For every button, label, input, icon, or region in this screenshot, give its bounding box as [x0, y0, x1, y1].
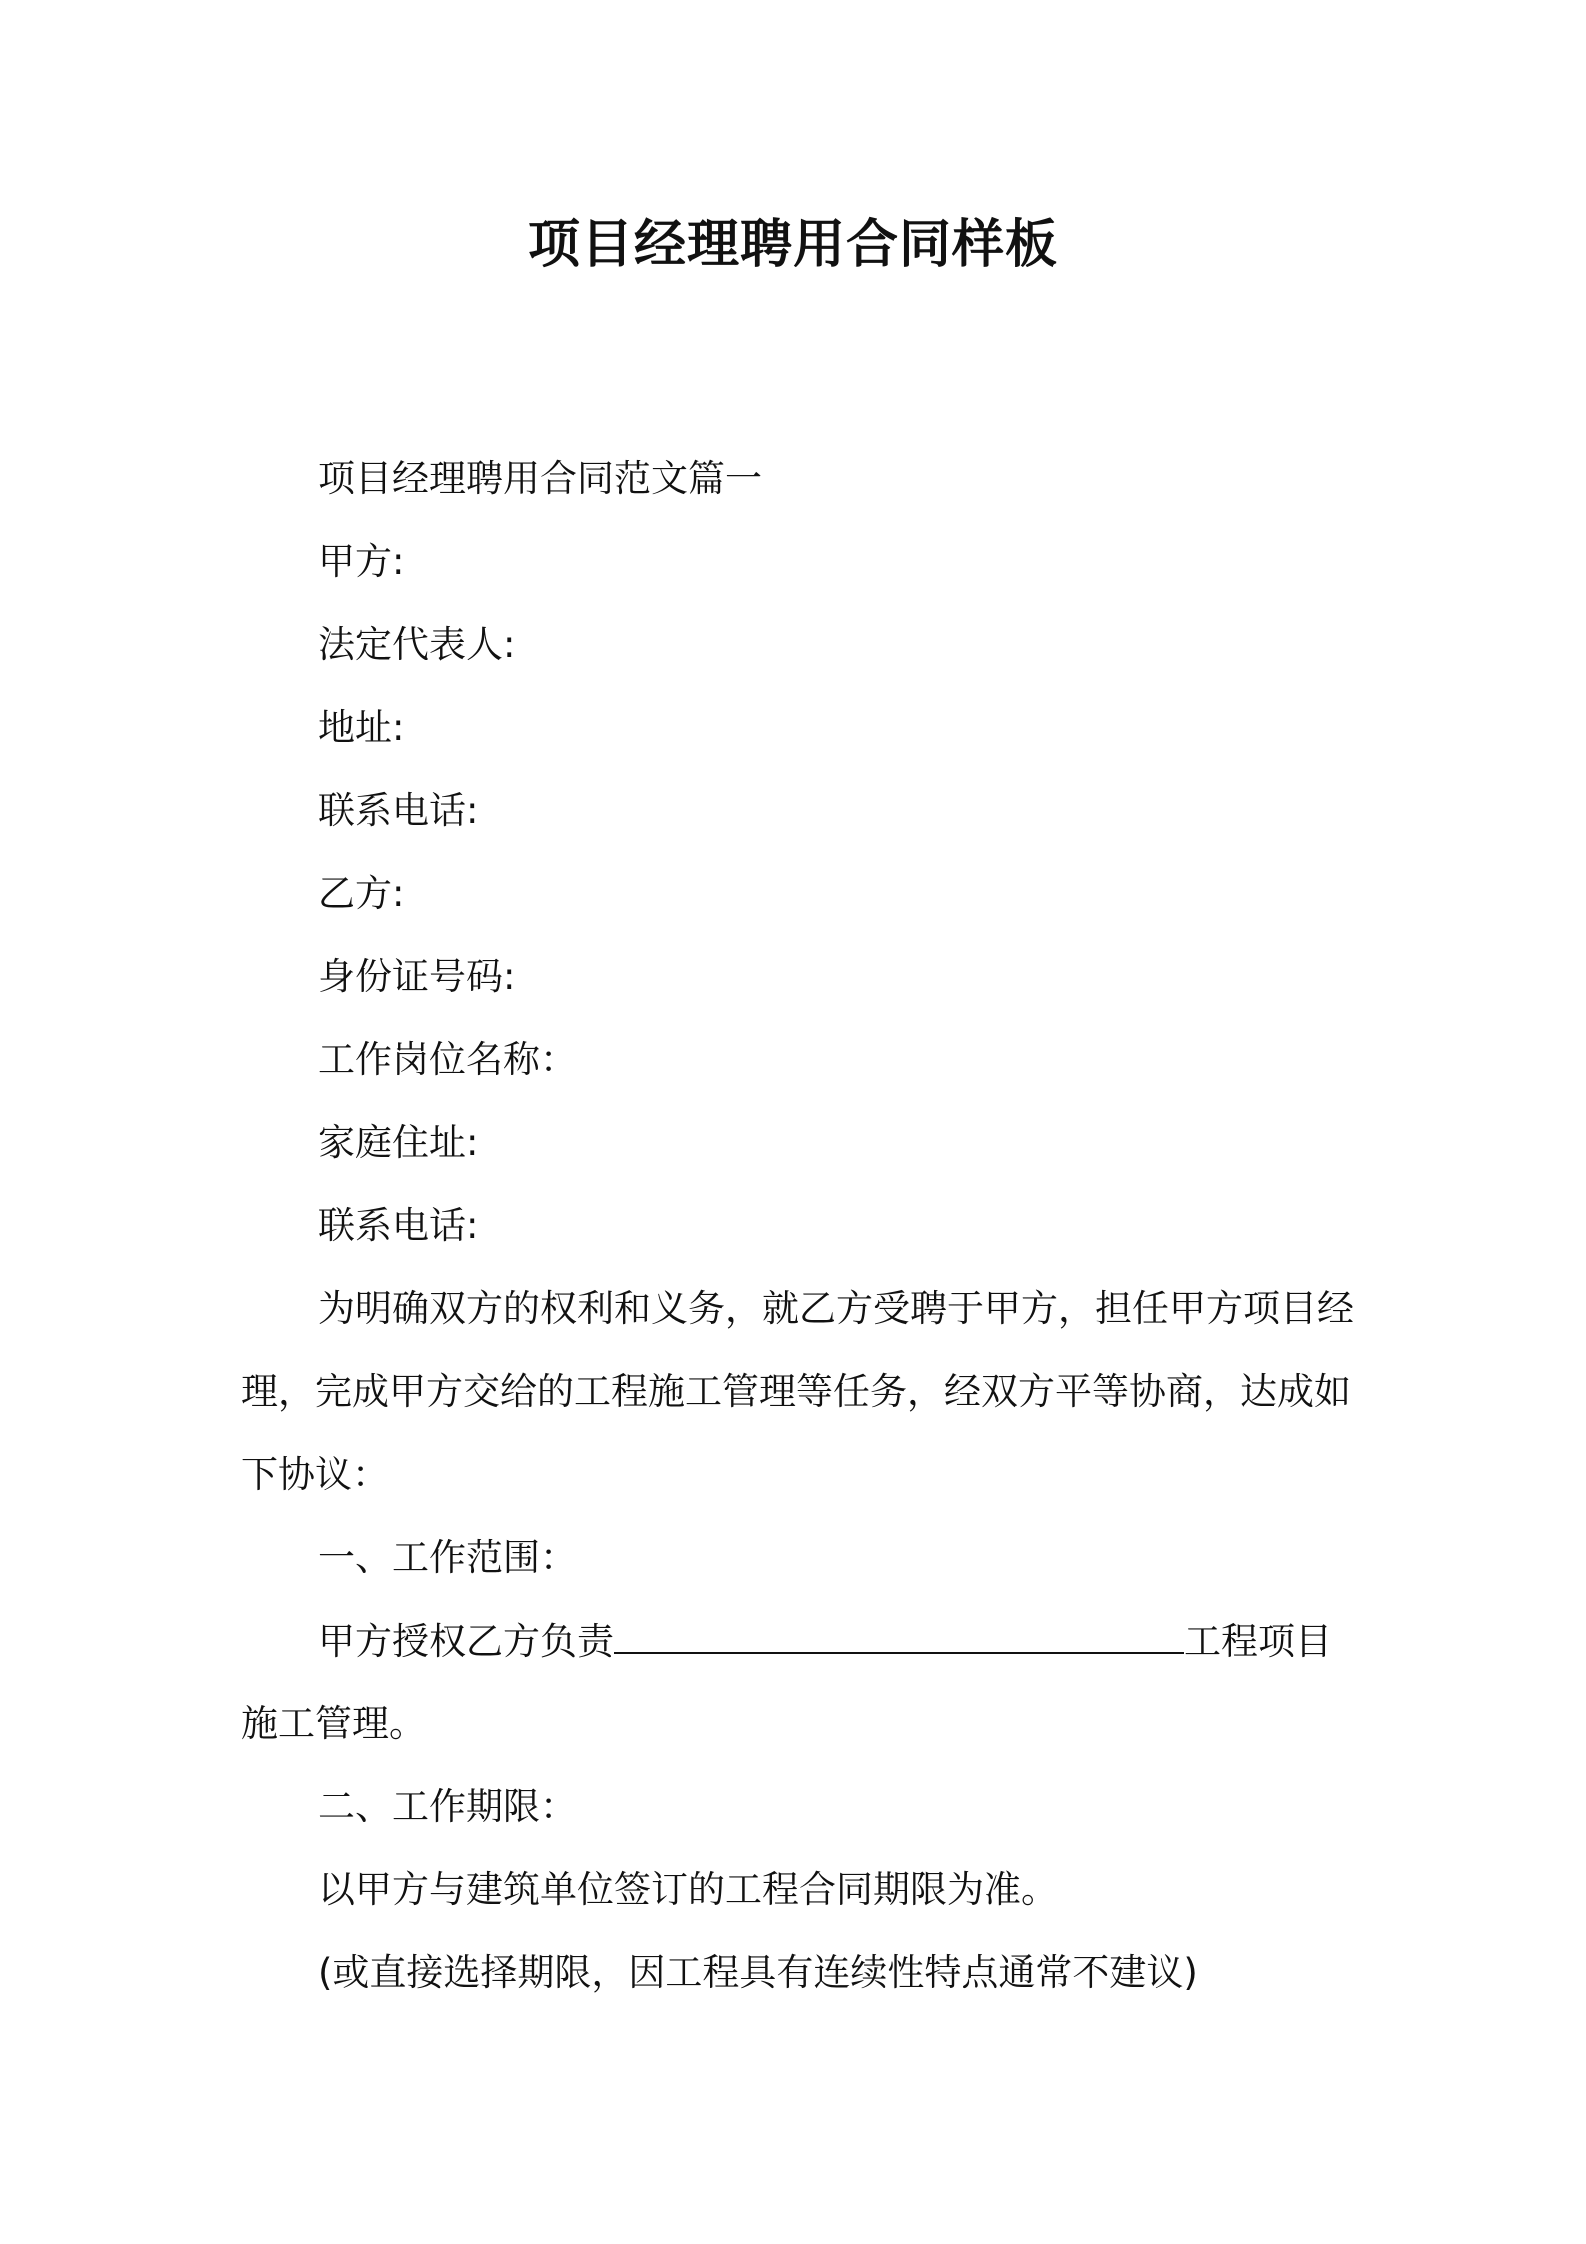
- document-subtitle: 项目经理聘用合同范文篇一: [318, 457, 762, 500]
- project-name-blank: [614, 1616, 1184, 1654]
- preamble-line-3: 下协议：: [241, 1453, 389, 1496]
- section-2-heading: 二、工作期限：: [318, 1785, 577, 1828]
- section-2-text-2: (或直接选择期限，因工程具有连续性特点通常不建议): [318, 1951, 1198, 1994]
- section-2-text-1: 以甲方与建筑单位签订的工程合同期限为准。: [318, 1868, 1058, 1911]
- party-b-id-label: 身份证号码:: [318, 955, 516, 998]
- party-a-representative-label: 法定代表人:: [318, 623, 516, 666]
- section-1-heading: 一、工作范围：: [318, 1536, 577, 1579]
- party-b-phone-label: 联系电话:: [318, 1204, 479, 1247]
- preamble-line-2: 理，完成甲方交给的工程施工管理等任务，经双方平等协商，达成如: [241, 1370, 1351, 1413]
- section-1-text-line-1: [318, 1616, 1332, 1667]
- party-a-phone-label: 联系电话:: [318, 789, 479, 832]
- section-1-text-line-2: 施工管理。: [241, 1702, 426, 1745]
- section-1-text-after: 工程项目: [1184, 1620, 1332, 1663]
- preamble-line-1: 为明确双方的权利和义务，就乙方受聘于甲方，担任甲方项目经: [318, 1287, 1354, 1330]
- document-title: 项目经理聘用合同样板: [527, 215, 1058, 275]
- party-b-position-label: 工作岗位名称：: [318, 1038, 577, 1081]
- party-a-label: 甲方:: [318, 540, 405, 583]
- party-b-label: 乙方:: [318, 872, 405, 915]
- party-a-address-label: 地址:: [318, 706, 405, 749]
- section-1-text-before: 甲方授权乙方负责: [318, 1620, 614, 1663]
- party-b-home-address-label: 家庭住址:: [318, 1121, 479, 1164]
